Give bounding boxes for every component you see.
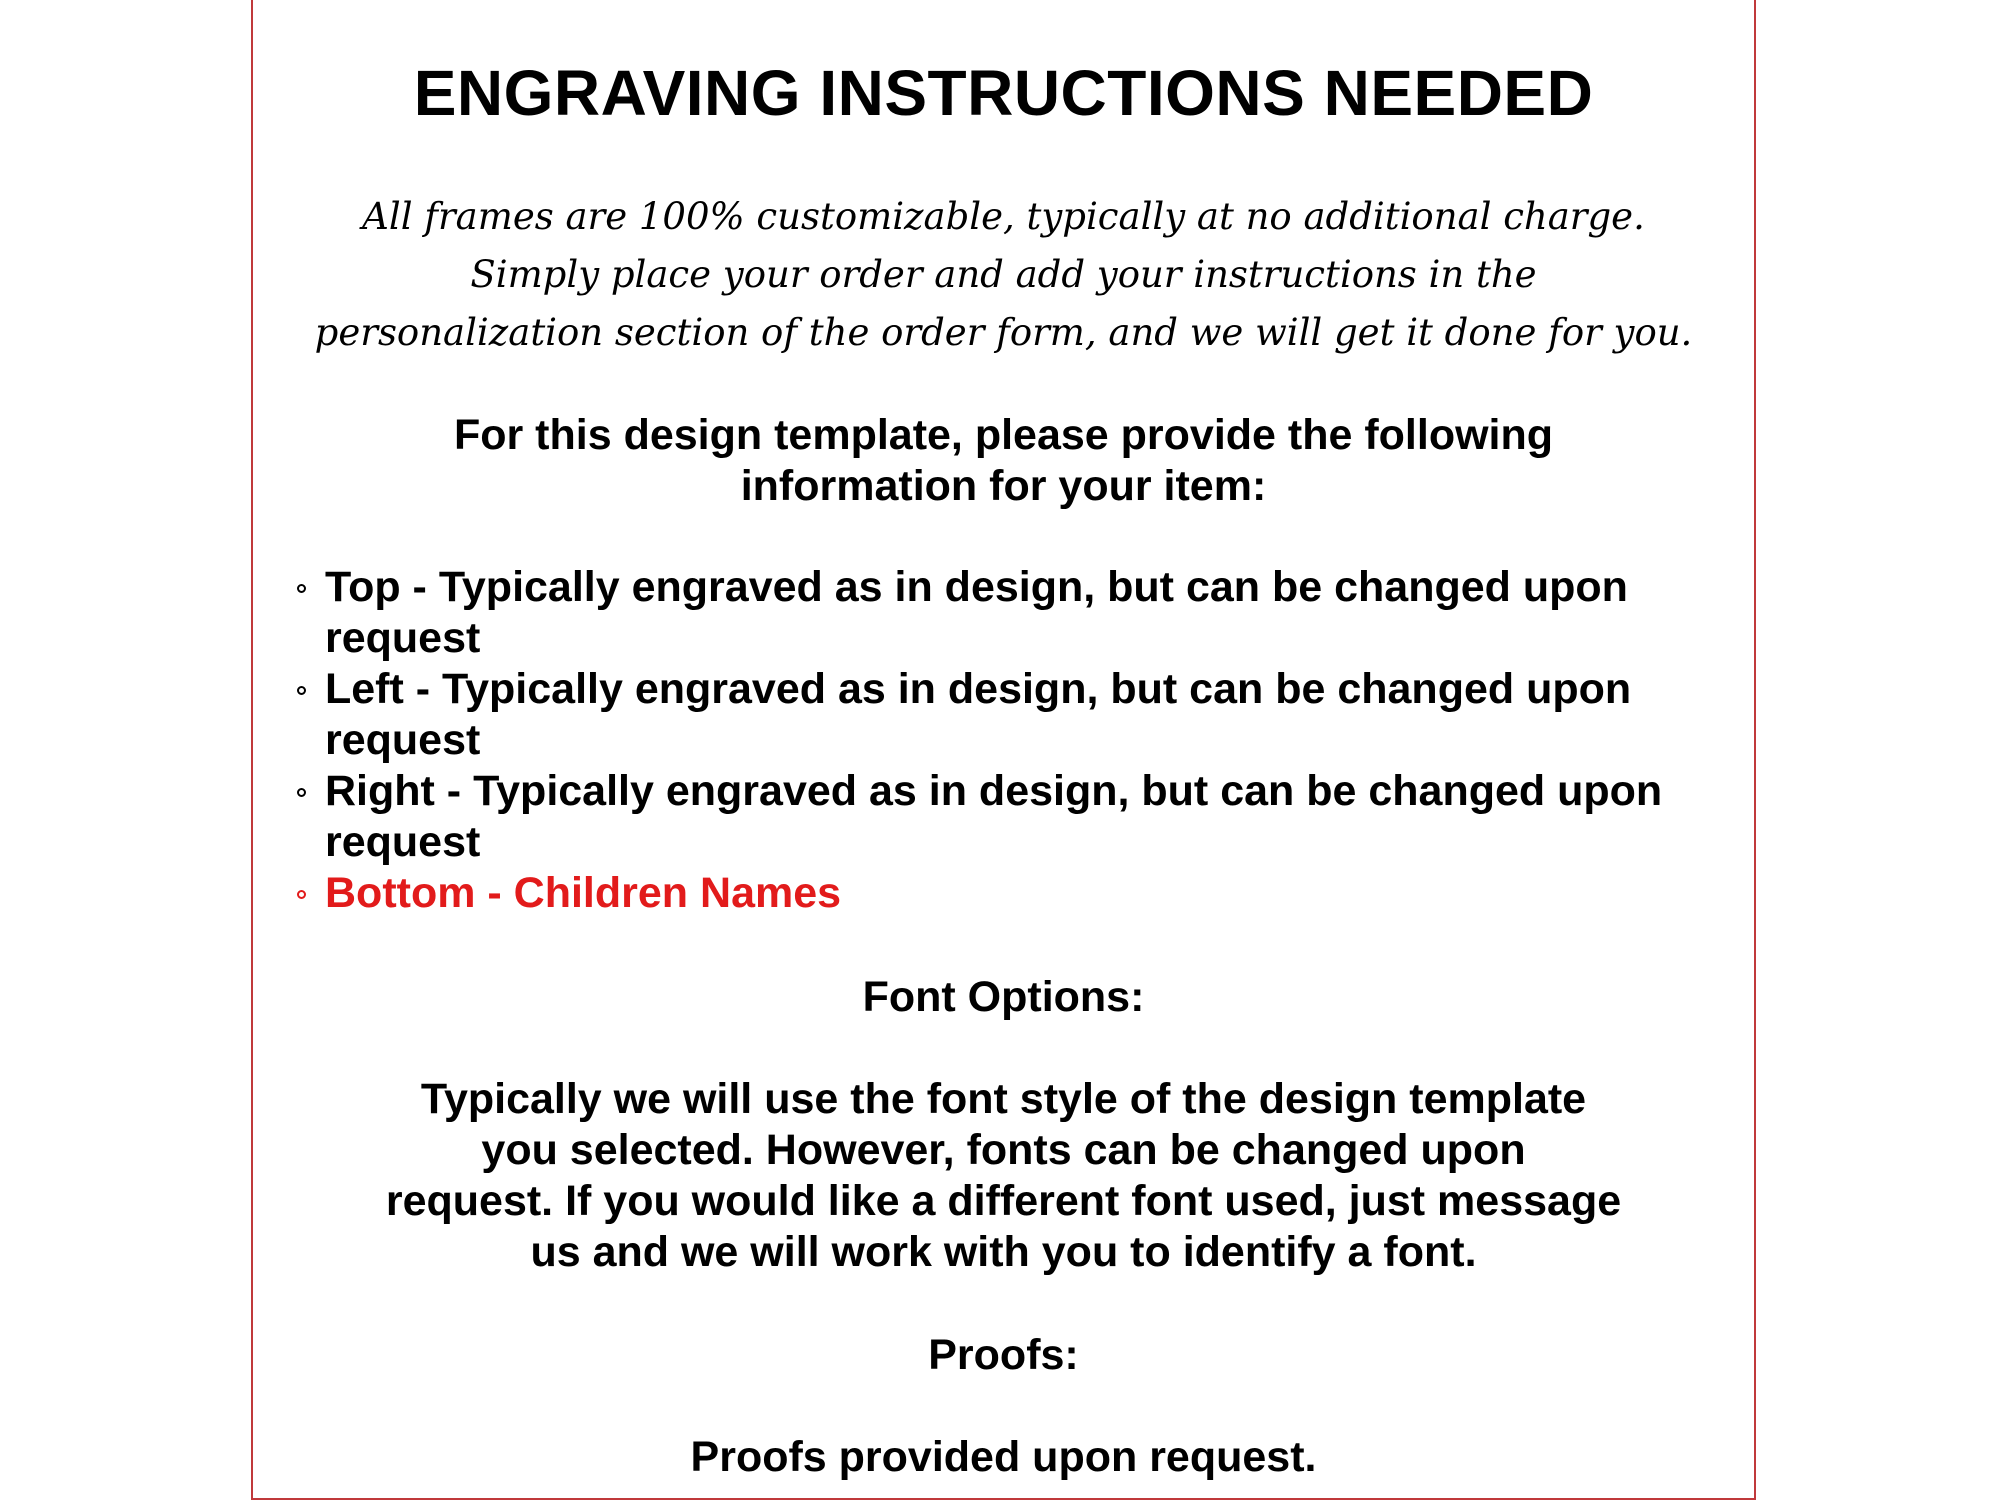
intro-text	[253, 410, 1754, 512]
intro-line: information for your item:	[740, 462, 1267, 510]
instruction-sheet	[251, 0, 1756, 1500]
font-options-text	[253, 1074, 1754, 1278]
list-item-text: Top - Typically engraved as in design, but can be changed upon request	[325, 563, 1628, 662]
font-options-line: request. If you would like a different font used, just message	[385, 1177, 1622, 1225]
proofs-heading: Proofs:	[928, 1331, 1079, 1379]
customization-note-line: All frames are 100% customizable, typically at no additional charge.	[362, 195, 1645, 238]
proofs-text: Proofs provided upon request.	[690, 1433, 1317, 1481]
customization-note	[253, 188, 1754, 362]
circle-bullet-icon	[297, 788, 306, 797]
font-options-line: you selected. However, fonts can be changed upon	[481, 1126, 1526, 1174]
engraving-locations-list	[275, 562, 1744, 919]
list-item-left	[275, 664, 1744, 766]
list-item-text: Right - Typically engraved as in design, but can be changed upon request	[325, 767, 1663, 866]
customization-note-line: Simply place your order and add your instructions in the	[470, 253, 1537, 296]
font-options-heading: Font Options:	[862, 973, 1145, 1021]
font-options-line: us and we will work with you to identify a font.	[530, 1228, 1477, 1276]
circle-bullet-icon	[297, 686, 306, 695]
list-item-top	[275, 562, 1744, 664]
list-item-text: Left - Typically engraved as in design, but can be changed upon request	[325, 665, 1632, 764]
page-title: ENGRAVING INSTRUCTIONS NEEDED	[413, 57, 1594, 129]
customization-note-line: personalization section of the order form, and we will get it done for you.	[314, 311, 1693, 354]
intro-line: For this design template, please provide the following	[453, 411, 1554, 459]
font-options-line: Typically we will use the font style of the design template	[420, 1075, 1587, 1123]
circle-bullet-icon	[297, 584, 306, 593]
circle-bullet-icon	[297, 890, 306, 899]
list-item-right	[275, 766, 1744, 868]
list-item-bottom	[275, 868, 1744, 919]
list-item-text: Bottom - Children Names	[325, 869, 842, 917]
